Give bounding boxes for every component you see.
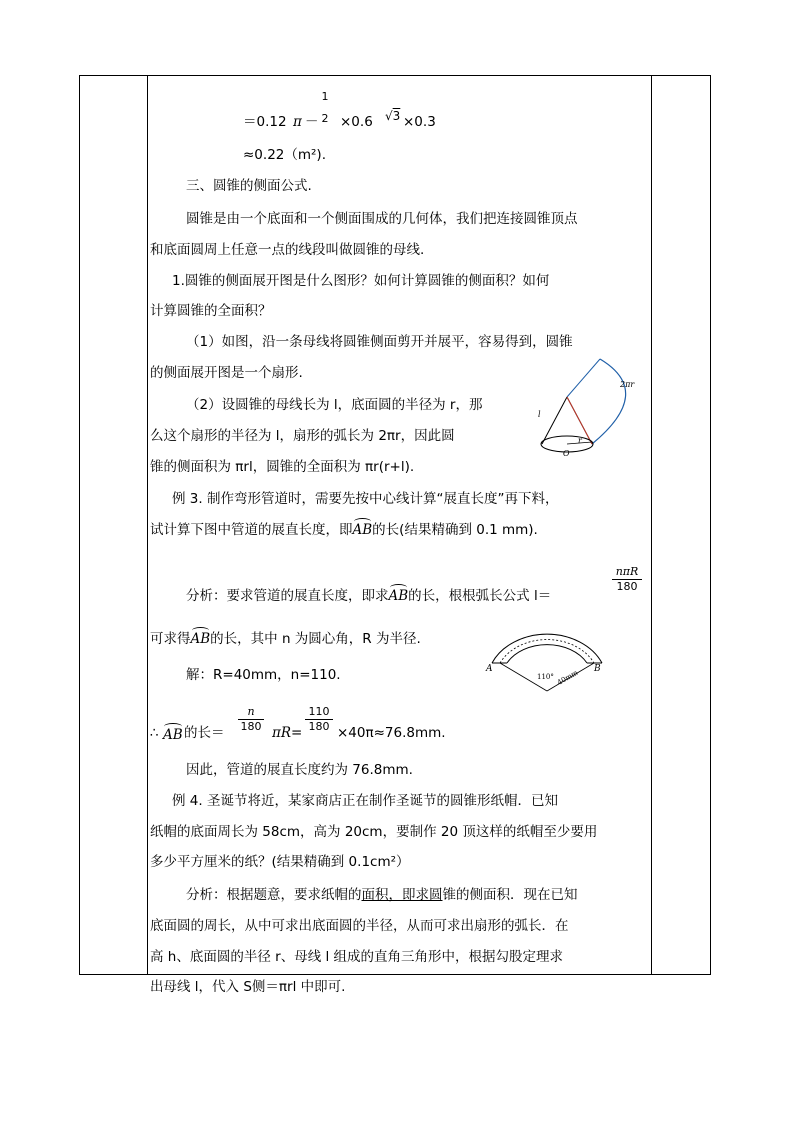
- calc-value: ＝0.12: [243, 114, 287, 130]
- conclusion-text: 因此，管道的展直长度约为 76.8mm.: [186, 762, 413, 778]
- pipe-diagram: [484, 613, 609, 693]
- example3-text: 试计算下图中管道的展直长度，即AB的长(结果精确到 0.1 mm).: [150, 522, 538, 538]
- cone-net-diagram: [530, 352, 650, 462]
- point-b-label: B: [594, 664, 601, 674]
- example3-text: 例 3. 制作弯形管道时，需要先按中心线计算“展直长度”再下料，: [172, 491, 559, 507]
- example4-analysis: 出母线 l，代入 S侧＝πrl 中即可.: [150, 979, 346, 995]
- example4-analysis: 高 h、底面圆的半径 r、母线 l 组成的直角三角形中，根据勾股定理求: [150, 949, 564, 965]
- example4-text: 纸帽的底面周长为 58cm，高为 20cm，要制作 20 顶这样的纸帽至少要用: [150, 824, 598, 840]
- arc-length-label: 2πr: [620, 380, 635, 389]
- example4-analysis: 底面圆的周长，从中可求出底面圆的半径，从而可求出扇形的弧长．在: [150, 918, 569, 934]
- question-text: 计算圆锥的全面积？: [150, 303, 272, 319]
- fraction-n-180: $\frac{n}{180}$: [238, 705, 264, 734]
- answer-text: （2）设圆锥的母线长为 l，底面圆的半径为 r，那: [186, 397, 483, 413]
- column-divider-right: [651, 76, 652, 974]
- center-label: O: [563, 449, 570, 458]
- answer-text: （1）如图，沿一条母线将圆锥侧面剪开并展平，容易得到，圆锥: [186, 334, 573, 350]
- example4-text: 多少平方厘米的纸？(结果精确到 0.1cm²）: [150, 854, 410, 870]
- analysis-text: 分析：要求管道的展直长度，即求AB的长，根根弧长公式 l＝: [186, 588, 552, 604]
- minus-sign: －: [305, 114, 319, 130]
- solution-text: 解：R=40mm，n=110.: [186, 667, 341, 683]
- point-a-label: A: [486, 664, 493, 674]
- sqrt-three: √3: [385, 109, 401, 123]
- arc-ab: AB: [163, 727, 183, 743]
- answer-text: 锥的侧面积为 πrl，圆锥的全面积为 πr(r+l).: [150, 459, 415, 475]
- definition-text: 和底面圆周上任意一点的线段叫做圆锥的母线.: [150, 242, 425, 258]
- angle-label: 110°: [537, 673, 554, 681]
- fraction-110-180: $\frac{110}{180}$: [305, 705, 333, 734]
- section-heading: 三、圆锥的侧面公式.: [186, 178, 312, 194]
- calc-value: ×0.3: [403, 114, 436, 130]
- result-line: ∴ AB 的长＝ $\frac{n}{180}$ πR= $\frac{110}{180}$ ×40π≈76.8mm.: [150, 705, 446, 743]
- calc-value: ×0.6: [340, 114, 373, 130]
- arc-ab: AB: [352, 522, 373, 538]
- arc-ab: AB: [190, 631, 211, 647]
- pi-symbol: π: [293, 114, 302, 130]
- column-divider-left: [147, 76, 148, 974]
- question-text: 1.圆锥的侧面展开图是什么图形？如何计算圆锥的侧面积？如何: [172, 273, 550, 289]
- calc-line-2: ≈0.22（m²).: [243, 147, 326, 163]
- example4-text: 例 4. 圣诞节将近，某家商店正在制作圣诞节的圆锥形纸帽．已知: [172, 793, 558, 809]
- fraction-half: 1 2: [321, 90, 329, 125]
- analysis-text: 可求得AB的长，其中 n 为圆心角，R 为半径.: [150, 631, 421, 647]
- radius-length-label: 40mm: [556, 668, 580, 687]
- definition-text: 圆锥是由一个底面和一个侧面围成的几何体，我们把连接圆锥顶点: [186, 211, 578, 227]
- answer-text: 的侧面展开图是一个扇形.: [150, 365, 303, 381]
- example4-analysis: 分析：根据题意，要求纸帽的面积，即求圆锥的侧面积．现在已知: [186, 887, 578, 903]
- slant-label: l: [538, 410, 541, 419]
- arc-ab: AB: [388, 588, 409, 604]
- pi-r-expr: πR=: [272, 725, 303, 741]
- arc-length-formula: nπR 180: [612, 565, 642, 594]
- radius-label: r: [578, 436, 582, 445]
- answer-text: 么这个扇形的半径为 l，扇形的弧长为 2πr，因此圆: [150, 428, 455, 444]
